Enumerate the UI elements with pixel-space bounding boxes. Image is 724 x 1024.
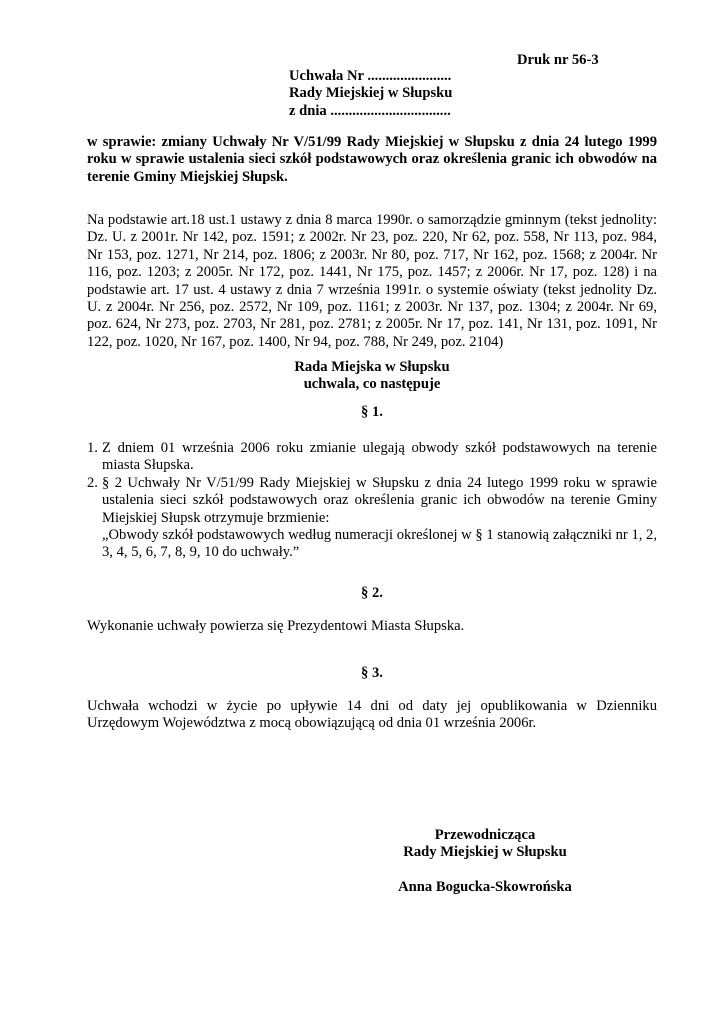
section-1-list xyxy=(87,440,657,562)
council-line: Rada Miejska w Słupsku xyxy=(294,359,450,375)
signature-title: Przewodnicząca xyxy=(434,827,536,843)
list-item xyxy=(87,475,657,562)
signature-body: Rady Miejskiej w Słupsku xyxy=(403,844,567,861)
council-resolves xyxy=(87,359,657,394)
section-3-text: Uchwała wchodzi w życie po upływie 14 dni od daty jej opublikowania w Dzienniku Urzędowym Województwa z mocą obowiązującą od dnia 01 września 2006r. xyxy=(87,698,657,732)
signature-name: Anna Bogucka-Skowrońska xyxy=(398,878,572,895)
list-item-number: 1. xyxy=(87,440,98,456)
list-item xyxy=(87,440,657,475)
list-item-text: Z dniem 01 września 2006 roku zmianie ulegają obwody szkół podstawowych na terenie miasta Słupska. xyxy=(102,440,657,474)
resolution-subject: w sprawie: zmiany Uchwały Nr V/51/99 Rady Miejskiej w Słupsku z dnia 24 lutego 1999 roku w sprawie ustalenia sieci szkół podstawowych oraz określenia granic ich obwodów na terenie Gminy Miejskiej Słupsk. xyxy=(87,134,657,185)
section-1-heading: § 1. xyxy=(361,404,383,420)
legal-basis: Na podstawie art.18 ust.1 ustawy z dnia 8 marca 1990r. o samorządzie gminnym (tekst jednolity: Dz. U. z 2001r. Nr 142, poz. 1591; z 2002r. Nr 23, poz. 220, Nr 62, poz. 558, Nr 113, poz. 984, Nr 153, poz. 1271, Nr 214, poz. 1806; z 2003r. Nr 80, poz. 717, Nr 162, poz. 1568; z 2004r. Nr 116, poz. 1203; z 2005r. Nr 172, poz. 1441, Nr 175, poz. 1457; z 2006r. Nr 17, poz. 128) i na podstawie art. 17 ust. 4 ustawy z dnia 7 września 1991r. o systemie oświaty (tekst jednolity Dz. U. z 2004r. Nr 256, poz. 2572, Nr 109, poz. 1161; z 2003r. Nr 137, poz. 1304; z 2004r. Nr 69, poz. 624, Nr 273, poz. 2703, Nr 281, poz. 2781; z 2005r. Nr 17, poz. 141, Nr 131, poz. 1091, Nr 122, poz. 1020, Nr 167, poz. 1400, Nr 94, poz. 788, Nr 249, poz. 2104) xyxy=(87,212,657,350)
druk-number: Druk nr 56-3 xyxy=(517,52,599,68)
resolution-number: Uchwała Nr ....................... xyxy=(289,68,452,84)
list-item-quote: „Obwody szkół podstawowych według numeracji określonej w § 1 stanowią załączniki nr 1, 2, 3, 4, 5, 6, 7, 8, 9, 10 do uchwały.” xyxy=(102,527,657,561)
section-2-text: Wykonanie uchwały powierza się Prezydentowi Miasta Słupska. xyxy=(87,618,465,634)
list-item-number: 2. xyxy=(87,474,98,491)
list-item-text: § 2 Uchwały Nr V/51/99 Rady Miejskiej w Słupsku z dnia 24 lutego 1999 roku w sprawie ustalenia sieci szkół podstawowych oraz określenia granic ich obwodów na terenie Gminy Miejskiej Słupsk otrzymuje brzmienie: xyxy=(102,474,657,526)
council-name: Rady Miejskiej w Słupsku xyxy=(289,85,453,102)
resolution-date: z dnia ................................. xyxy=(289,102,451,119)
resolution-header xyxy=(289,68,452,120)
section-2-heading: § 2. xyxy=(361,585,383,601)
section-3-heading: § 3. xyxy=(361,665,383,681)
resolves-line: uchwala, co następuje xyxy=(303,376,441,393)
signature-block xyxy=(380,827,590,896)
